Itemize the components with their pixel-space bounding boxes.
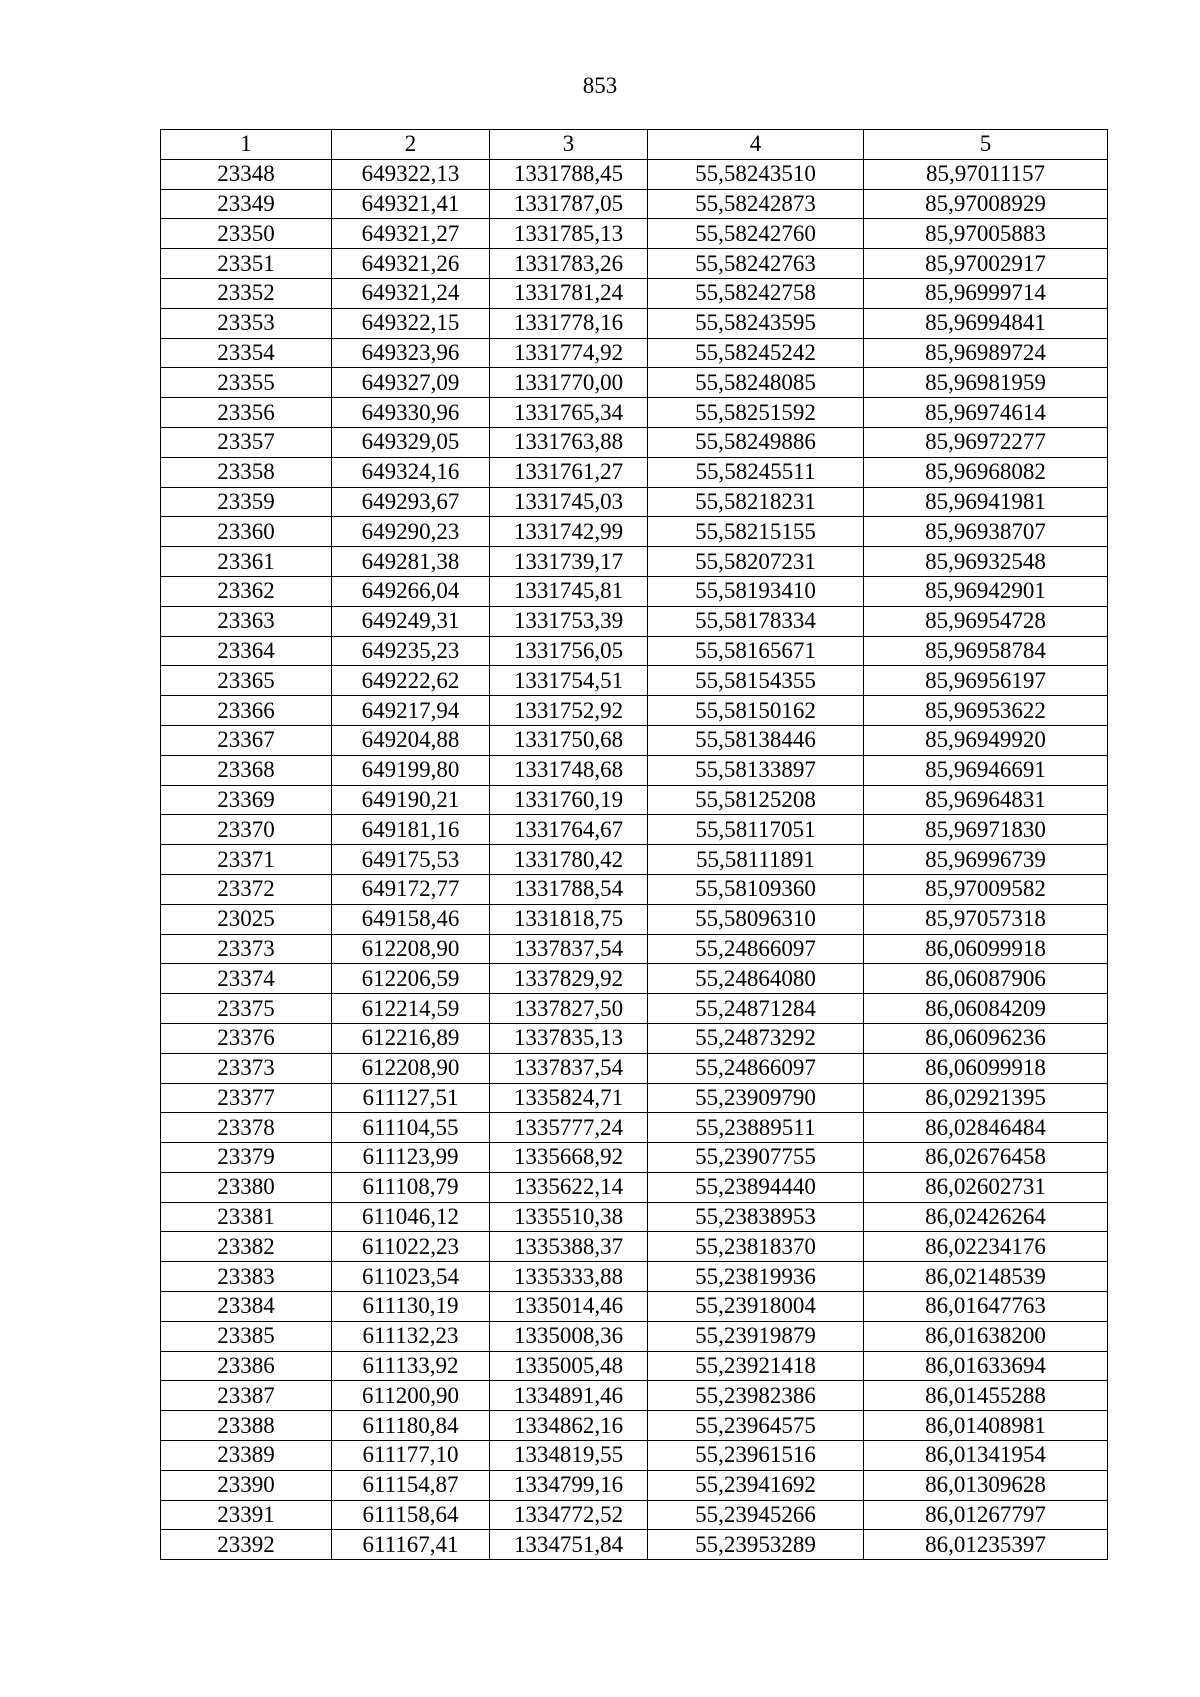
table-cell-col-4: 55,58242873 [648,189,864,219]
table-cell-col-5: 86,01341954 [864,1441,1108,1471]
table-cell-col-1: 23355 [161,368,332,398]
table-cell-col-4: 55,24871284 [648,994,864,1024]
table-cell-col-3: 1335333,88 [490,1262,648,1292]
table-cell-col-5: 85,96996739 [864,845,1108,875]
table-cell-col-3: 1331783,26 [490,249,648,279]
table-cell-col-2: 612214,59 [332,994,490,1024]
table-row [161,904,1108,934]
table-cell-col-2: 649199,80 [332,755,490,785]
table-row [161,1202,1108,1232]
table-cell-col-2: 611127,51 [332,1083,490,1113]
table-cell-col-1: 23388 [161,1411,332,1441]
table-cell-col-5: 86,02602731 [864,1172,1108,1202]
table-cell-col-2: 611180,84 [332,1411,490,1441]
table-cell-col-5: 86,06087906 [864,964,1108,994]
table-cell-col-3: 1334799,16 [490,1470,648,1500]
table-row [161,815,1108,845]
table-row [161,487,1108,517]
table-cell-col-3: 1331764,67 [490,815,648,845]
table-cell-col-2: 649330,96 [332,398,490,428]
table-cell-col-2: 649323,96 [332,338,490,368]
table-cell-col-4: 55,58215155 [648,517,864,547]
table-cell-col-3: 1335622,14 [490,1172,648,1202]
table-cell-col-3: 1331748,68 [490,755,648,785]
table-cell-col-4: 55,23982386 [648,1381,864,1411]
table-cell-col-3: 1335005,48 [490,1351,648,1381]
table-cell-col-2: 611154,87 [332,1470,490,1500]
table-cell-col-4: 55,58245242 [648,338,864,368]
table-cell-col-5: 86,01647763 [864,1292,1108,1322]
table-cell-col-5: 86,01455288 [864,1381,1108,1411]
table-row [161,1232,1108,1262]
table-cell-col-1: 23389 [161,1441,332,1471]
table-cell-col-5: 86,01638200 [864,1321,1108,1351]
table-cell-col-5: 85,96972277 [864,427,1108,457]
table-cell-col-5: 85,97011157 [864,159,1108,189]
table-cell-col-2: 649190,21 [332,785,490,815]
table-cell-col-4: 55,58117051 [648,815,864,845]
table-cell-col-3: 1337829,92 [490,964,648,994]
table-cell-col-2: 611108,79 [332,1172,490,1202]
table-row [161,368,1108,398]
table-row [161,874,1108,904]
table-row [161,1143,1108,1173]
table-row [161,845,1108,875]
table-row [161,934,1108,964]
table-row [161,1053,1108,1083]
table-cell-col-4: 55,58251592 [648,398,864,428]
table-cell-col-1: 23368 [161,755,332,785]
table-row [161,517,1108,547]
table-cell-col-5: 86,02148539 [864,1262,1108,1292]
table-cell-col-5: 85,96964831 [864,785,1108,815]
table-cell-col-3: 1331778,16 [490,308,648,338]
table-cell-col-3: 1335777,24 [490,1113,648,1143]
table-cell-col-5: 86,02234176 [864,1232,1108,1262]
table-cell-col-4: 55,58245511 [648,457,864,487]
table-cell-col-1: 23371 [161,845,332,875]
table-row [161,457,1108,487]
table-cell-col-5: 86,02676458 [864,1143,1108,1173]
table-row [161,249,1108,279]
table-cell-col-5: 85,96981959 [864,368,1108,398]
table-row [161,1441,1108,1471]
table-cell-col-3: 1331785,13 [490,219,648,249]
table-cell-col-2: 649281,38 [332,547,490,577]
table-cell-col-1: 23370 [161,815,332,845]
table-cell-col-2: 649324,16 [332,457,490,487]
table-cell-col-2: 649322,15 [332,308,490,338]
table-cell-col-5: 85,96954728 [864,606,1108,636]
table-cell-col-5: 86,06096236 [864,1023,1108,1053]
column-header-2: 2 [332,130,490,160]
table-cell-col-1: 23378 [161,1113,332,1143]
table-cell-col-3: 1331788,45 [490,159,648,189]
table-cell-col-5: 85,96932548 [864,547,1108,577]
table-cell-col-3: 1335824,71 [490,1083,648,1113]
table-cell-col-5: 85,96971830 [864,815,1108,845]
table-cell-col-3: 1331756,05 [490,636,648,666]
table-cell-col-5: 85,96938707 [864,517,1108,547]
table-cell-col-4: 55,23838953 [648,1202,864,1232]
table-cell-col-3: 1331774,92 [490,338,648,368]
table-cell-col-3: 1335008,36 [490,1321,648,1351]
table-cell-col-5: 85,96958784 [864,636,1108,666]
table-cell-col-5: 85,96953622 [864,696,1108,726]
column-header-1: 1 [161,130,332,160]
table-row [161,1411,1108,1441]
table-cell-col-3: 1331752,92 [490,696,648,726]
table-cell-col-3: 1331754,51 [490,666,648,696]
table-cell-col-2: 611167,41 [332,1530,490,1560]
table-cell-col-1: 23354 [161,338,332,368]
table-cell-col-1: 23363 [161,606,332,636]
table-row [161,1083,1108,1113]
table-cell-col-4: 55,58154355 [648,666,864,696]
table-cell-col-2: 649327,09 [332,368,490,398]
table-cell-col-1: 23367 [161,725,332,755]
table-cell-col-5: 85,96946691 [864,755,1108,785]
table-cell-col-1: 23365 [161,666,332,696]
table-cell-col-2: 611132,23 [332,1321,490,1351]
table-cell-col-2: 649175,53 [332,845,490,875]
table-cell-col-2: 612216,89 [332,1023,490,1053]
table-cell-col-3: 1334891,46 [490,1381,648,1411]
table-cell-col-5: 85,96956197 [864,666,1108,696]
table-row [161,725,1108,755]
table-cell-col-4: 55,58242760 [648,219,864,249]
table-cell-col-1: 23362 [161,576,332,606]
table-cell-col-2: 649235,23 [332,636,490,666]
table-cell-col-2: 611022,23 [332,1232,490,1262]
table-cell-col-4: 55,23894440 [648,1172,864,1202]
table-cell-col-1: 23356 [161,398,332,428]
table-row [161,964,1108,994]
table-cell-col-4: 55,23941692 [648,1470,864,1500]
table-cell-col-3: 1331787,05 [490,189,648,219]
table-cell-col-4: 55,58178334 [648,606,864,636]
table-cell-col-3: 1331745,81 [490,576,648,606]
table-cell-col-3: 1337827,50 [490,994,648,1024]
table-cell-col-2: 611123,99 [332,1143,490,1173]
table-row [161,1172,1108,1202]
table-cell-col-5: 86,01235397 [864,1530,1108,1560]
table-cell-col-2: 611023,54 [332,1262,490,1292]
table-cell-col-4: 55,58248085 [648,368,864,398]
table-cell-col-1: 23366 [161,696,332,726]
table-body [161,159,1108,1559]
table-cell-col-4: 55,58096310 [648,904,864,934]
table-cell-col-1: 23373 [161,934,332,964]
table-row [161,1113,1108,1143]
table-row [161,785,1108,815]
table-cell-col-1: 23349 [161,189,332,219]
table-cell-col-4: 55,58218231 [648,487,864,517]
table-cell-col-4: 55,58193410 [648,576,864,606]
table-row [161,1500,1108,1530]
table-cell-col-3: 1334862,16 [490,1411,648,1441]
table-cell-col-2: 611177,10 [332,1441,490,1471]
table-row [161,1292,1108,1322]
table-row [161,427,1108,457]
table-cell-col-3: 1335388,37 [490,1232,648,1262]
coordinates-table [160,129,1108,1560]
table-cell-col-2: 612206,59 [332,964,490,994]
table-cell-col-5: 86,02921395 [864,1083,1108,1113]
table-cell-col-5: 86,01408981 [864,1411,1108,1441]
table-cell-col-5: 86,01633694 [864,1351,1108,1381]
table-row [161,1262,1108,1292]
table-cell-col-3: 1335668,92 [490,1143,648,1173]
table-cell-col-1: 23372 [161,874,332,904]
table-cell-col-3: 1331765,34 [490,398,648,428]
table-cell-col-5: 85,97005883 [864,219,1108,249]
table-cell-col-1: 23351 [161,249,332,279]
table-cell-col-4: 55,23921418 [648,1351,864,1381]
table-cell-col-4: 55,24873292 [648,1023,864,1053]
table-cell-col-2: 649321,26 [332,249,490,279]
table-cell-col-4: 55,58242763 [648,249,864,279]
table-cell-col-1: 23379 [161,1143,332,1173]
table-cell-col-4: 55,24866097 [648,1053,864,1083]
table-cell-col-5: 86,01267797 [864,1500,1108,1530]
table-cell-col-2: 649321,41 [332,189,490,219]
table-cell-col-3: 1331739,17 [490,547,648,577]
table-row [161,1381,1108,1411]
table-cell-col-4: 55,58207231 [648,547,864,577]
table-cell-col-1: 23391 [161,1500,332,1530]
table-row [161,219,1108,249]
table-cell-col-3: 1337837,54 [490,934,648,964]
table-row [161,159,1108,189]
table-cell-col-4: 55,23909790 [648,1083,864,1113]
table-cell-col-3: 1335014,46 [490,1292,648,1322]
table-cell-col-1: 23377 [161,1083,332,1113]
table-cell-col-2: 612208,90 [332,934,490,964]
table-cell-col-4: 55,23918004 [648,1292,864,1322]
table-cell-col-1: 23385 [161,1321,332,1351]
table-cell-col-5: 85,97002917 [864,249,1108,279]
table-row [161,994,1108,1024]
table-cell-col-5: 85,97009582 [864,874,1108,904]
table-row [161,576,1108,606]
table-row [161,606,1108,636]
column-header-3: 3 [490,130,648,160]
table-cell-col-2: 611046,12 [332,1202,490,1232]
table-cell-col-4: 55,24864080 [648,964,864,994]
table-cell-col-1: 23383 [161,1262,332,1292]
table-cell-col-4: 55,23964575 [648,1411,864,1441]
table-cell-col-5: 85,96949920 [864,725,1108,755]
table-cell-col-2: 649217,94 [332,696,490,726]
table-cell-col-1: 23352 [161,278,332,308]
table-cell-col-3: 1331750,68 [490,725,648,755]
table-cell-col-5: 85,96994841 [864,308,1108,338]
table-cell-col-4: 55,24866097 [648,934,864,964]
table-cell-col-4: 55,58243595 [648,308,864,338]
table-cell-col-3: 1331781,24 [490,278,648,308]
table-row [161,308,1108,338]
table-cell-col-4: 55,58125208 [648,785,864,815]
table-cell-col-3: 1337835,13 [490,1023,648,1053]
table-cell-col-1: 23360 [161,517,332,547]
table-cell-col-4: 55,23953289 [648,1530,864,1560]
table-cell-col-3: 1331770,00 [490,368,648,398]
table-cell-col-3: 1337837,54 [490,1053,648,1083]
table-cell-col-1: 23358 [161,457,332,487]
table-row [161,755,1108,785]
table-row [161,1321,1108,1351]
table-cell-col-5: 85,96974614 [864,398,1108,428]
table-cell-col-2: 649321,24 [332,278,490,308]
table-cell-col-3: 1331745,03 [490,487,648,517]
table-cell-col-2: 649158,46 [332,904,490,934]
table-cell-col-3: 1331742,99 [490,517,648,547]
table-cell-col-5: 85,96999714 [864,278,1108,308]
table-cell-col-2: 611200,90 [332,1381,490,1411]
table-cell-col-1: 23364 [161,636,332,666]
table-cell-col-1: 23348 [161,159,332,189]
table-cell-col-5: 86,06099918 [864,934,1108,964]
table-cell-col-4: 55,23818370 [648,1232,864,1262]
column-header-4: 4 [648,130,864,160]
table-cell-col-4: 55,58242758 [648,278,864,308]
table-cell-col-2: 649172,77 [332,874,490,904]
table-cell-col-2: 649329,05 [332,427,490,457]
table-cell-col-3: 1331818,75 [490,904,648,934]
table-cell-col-5: 85,97008929 [864,189,1108,219]
table-cell-col-1: 23359 [161,487,332,517]
table-row [161,1530,1108,1560]
table-cell-col-3: 1331763,88 [490,427,648,457]
table-cell-col-2: 649204,88 [332,725,490,755]
table-cell-col-3: 1331780,42 [490,845,648,875]
table-cell-col-1: 23382 [161,1232,332,1262]
table-cell-col-3: 1334772,52 [490,1500,648,1530]
table-cell-col-1: 23373 [161,1053,332,1083]
table-cell-col-1: 23392 [161,1530,332,1560]
table-cell-col-1: 23376 [161,1023,332,1053]
table-cell-col-2: 649181,16 [332,815,490,845]
table-cell-col-2: 611104,55 [332,1113,490,1143]
table-header [161,130,1108,160]
table-cell-col-5: 85,96989724 [864,338,1108,368]
table-cell-col-5: 86,02846484 [864,1113,1108,1143]
table-cell-col-5: 85,96941981 [864,487,1108,517]
table-cell-col-2: 649293,67 [332,487,490,517]
table-cell-col-4: 55,58133897 [648,755,864,785]
table-cell-col-1: 23361 [161,547,332,577]
table-cell-col-4: 55,23907755 [648,1143,864,1173]
table-cell-col-1: 23374 [161,964,332,994]
page-number: 853 [582,73,618,98]
table-cell-col-1: 23380 [161,1172,332,1202]
table-cell-col-5: 85,97057318 [864,904,1108,934]
table-cell-col-3: 1334819,55 [490,1441,648,1471]
table-cell-col-2: 649222,62 [332,666,490,696]
table-cell-col-4: 55,23919879 [648,1321,864,1351]
table-cell-col-3: 1335510,38 [490,1202,648,1232]
table-row [161,278,1108,308]
table-row [161,1023,1108,1053]
table-cell-col-5: 86,01309628 [864,1470,1108,1500]
table-cell-col-1: 23369 [161,785,332,815]
table-cell-col-2: 649266,04 [332,576,490,606]
table-cell-col-1: 23381 [161,1202,332,1232]
table-cell-col-4: 55,23945266 [648,1500,864,1530]
table-row [161,666,1108,696]
table-cell-col-5: 85,96968082 [864,457,1108,487]
table-cell-col-2: 649249,31 [332,606,490,636]
table-cell-col-4: 55,58111891 [648,845,864,875]
table-cell-col-5: 86,06084209 [864,994,1108,1024]
table-cell-col-4: 55,58138446 [648,725,864,755]
table-cell-col-4: 55,58249886 [648,427,864,457]
table-cell-col-2: 611130,19 [332,1292,490,1322]
table-cell-col-2: 649290,23 [332,517,490,547]
table-cell-col-5: 85,96942901 [864,576,1108,606]
table-cell-col-2: 611158,64 [332,1500,490,1530]
table-cell-col-1: 23357 [161,427,332,457]
table-cell-col-1: 23025 [161,904,332,934]
table-cell-col-5: 86,02426264 [864,1202,1108,1232]
table-cell-col-1: 23386 [161,1351,332,1381]
table-row [161,547,1108,577]
table-row [161,338,1108,368]
table-cell-col-4: 55,23961516 [648,1441,864,1471]
table-cell-col-3: 1334751,84 [490,1530,648,1560]
table-cell-col-2: 649321,27 [332,219,490,249]
table-cell-col-4: 55,23819936 [648,1262,864,1292]
table-cell-col-1: 23375 [161,994,332,1024]
column-header-5: 5 [864,130,1108,160]
table-row [161,1351,1108,1381]
table-row [161,696,1108,726]
table-cell-col-3: 1331761,27 [490,457,648,487]
table-cell-col-3: 1331760,19 [490,785,648,815]
table-cell-col-3: 1331753,39 [490,606,648,636]
table-row [161,1470,1108,1500]
table-cell-col-4: 55,58243510 [648,159,864,189]
table-row [161,189,1108,219]
table-cell-col-4: 55,58109360 [648,874,864,904]
table-cell-col-1: 23387 [161,1381,332,1411]
header-row [161,130,1108,160]
table-cell-col-2: 649322,13 [332,159,490,189]
table-row [161,636,1108,666]
table-cell-col-4: 55,58165671 [648,636,864,666]
table-cell-col-4: 55,58150162 [648,696,864,726]
table-cell-col-1: 23390 [161,1470,332,1500]
table-cell-col-3: 1331788,54 [490,874,648,904]
table-cell-col-4: 55,23889511 [648,1113,864,1143]
table-row [161,398,1108,428]
table-cell-col-1: 23353 [161,308,332,338]
table-cell-col-2: 612208,90 [332,1053,490,1083]
table-cell-col-5: 86,06099918 [864,1053,1108,1083]
table-cell-col-2: 611133,92 [332,1351,490,1381]
table-cell-col-1: 23384 [161,1292,332,1322]
table-cell-col-1: 23350 [161,219,332,249]
